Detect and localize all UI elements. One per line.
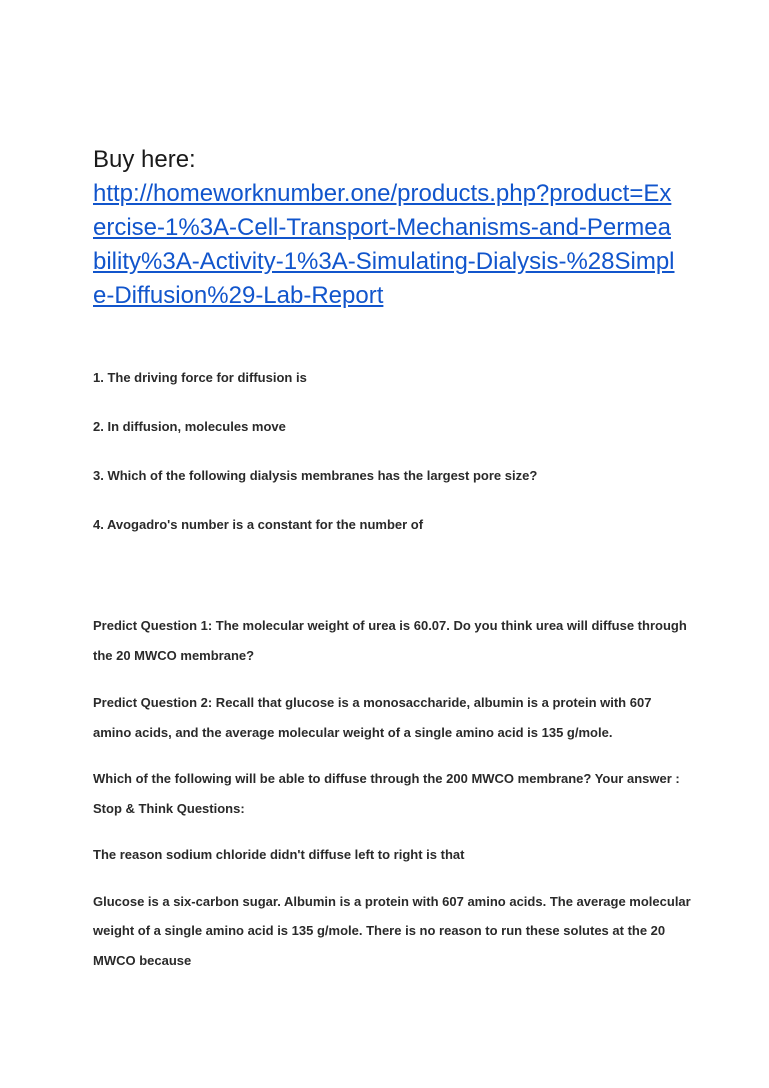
document-content: [93, 143, 693, 975]
predict-question-2: Predict Question 2: Recall that glucose is a monosaccharide, albumin is a protein with 607 amino acids, and the average molecular weight of a single amino acid is 135 g/mole.: [93, 695, 652, 740]
buy-here-label: Buy here:: [93, 146, 196, 173]
product-link[interactable]: http://homeworknumber.one/products.php?product=Exercise-1%3A-Cell-Transport-Mechanisms-and-Permeability%3A-Activity-1%3A-Simulating-Dialysis-%28Simple-Diffusion%29-Lab-Report: [93, 180, 675, 309]
predict-question-1: Predict Question 1: The molecular weight of urea is 60.07. Do you think urea will diffuse through the 20 MWCO membrane?: [93, 618, 687, 663]
glucose-question: Glucose is a six-carbon sugar. Albumin is a protein with 607 amino acids. The average molecular weight of a single amino acid is 135 g/mole. There is no reason to run these solutes at the 20 MWCO because: [93, 893, 691, 968]
question-2: 2. In diffusion, molecules move: [93, 419, 286, 434]
question-1: 1. The driving force for diffusion is: [93, 370, 307, 385]
which-question: Which of the following will be able to diffuse through the 200 MWCO membrane? Your answer : Stop & Think Questions:: [93, 771, 680, 816]
question-4: 4. Avogadro's number is a constant for the number of: [93, 517, 424, 532]
reason-question: The reason sodium chloride didn't diffuse left to right is that: [93, 847, 465, 862]
question-3: 3. Which of the following dialysis membranes has the largest pore size?: [93, 468, 538, 483]
